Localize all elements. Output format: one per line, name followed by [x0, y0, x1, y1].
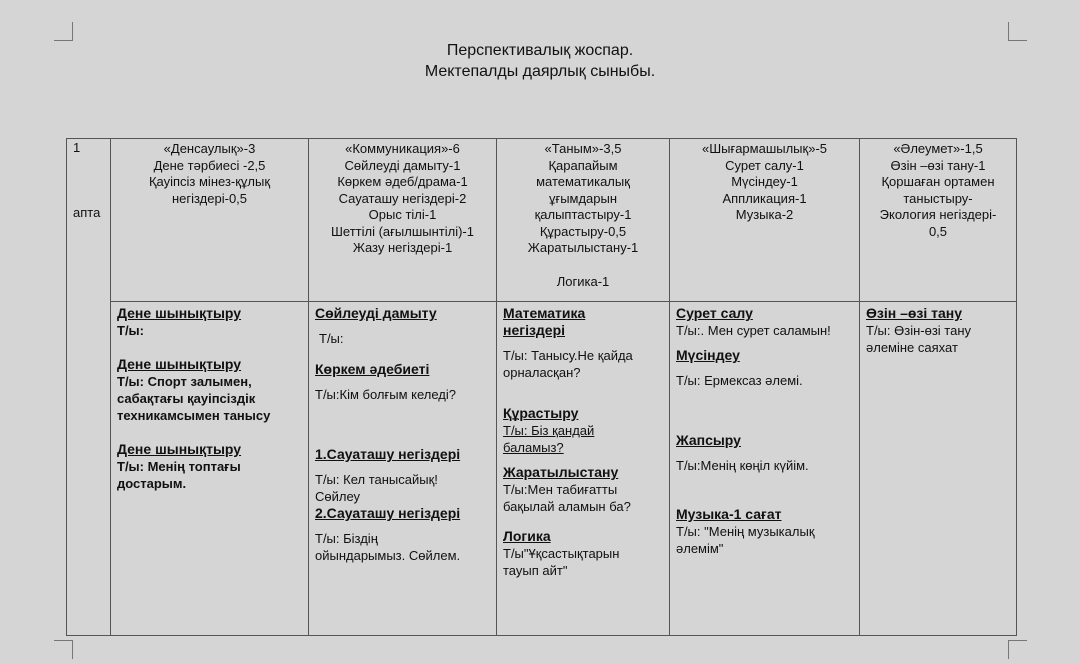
title-line-2: Мектепалды даярлық сыныбы. — [424, 63, 656, 80]
lesson-heading: Жаратылыстану — [503, 464, 619, 480]
lesson-heading: 2.Сауаташу негіздері — [315, 505, 461, 521]
lesson-cell-cognition: Математика негіздері Т/ы: Танысу.Не қайда орналасқан? Құрастыру Т/ы: Біз қандай баламыз? Жаратылыстану Т/ы:Мен табиғатты бақылай аламын ба? Логика Т/ы"Ұқсастықтарын тауып айт" — [497, 302, 670, 636]
header-cell-society: «Әлеумет»-1,5 Өзін –өзі тану-1 Қоршаған ортамен таныстыру- Экология негіздері- 0,5 — [860, 139, 1017, 302]
lesson-heading: Көркем әдебиеті — [315, 361, 430, 377]
plan-table — [66, 138, 1017, 636]
page-corner-mark — [1008, 640, 1027, 659]
lesson-heading: Логика — [503, 528, 551, 544]
lesson-heading: Дене шынықтыру — [117, 356, 242, 372]
title-line-1: Перспективалық жоспар. — [446, 42, 634, 59]
page-corner-mark — [54, 640, 73, 659]
lesson-cell-health: Дене шынықтыру Т/ы: Дене шынықтыру Т/ы: Спорт залымен, сабақтағы қауіпсіздік техникамсымен танысу Дене шынықтыру Т/ы: Менің топтағы достарым. — [111, 302, 309, 636]
lesson-cell-communication: Сөйлеуді дамыту Т/ы: Көркем әдебиеті Т/ы:Кім болғым келеді? 1.Сауаташу негіздері Т/ы: Кел танысайық! Сөйлеу 2.Сауаташу негіздері Т/ы: Біздің ойындарымыз. Сөйлем. — [309, 302, 497, 636]
header-cell-communication: «Коммуникация»-6 Сөйлеуді дамыту-1 Көркем әдеб/драма-1 Сауаташу негіздері-2 Орыс тілі-1 Шеттілі (ағылшынтілі)-1 Жазу негіздері-1 — [309, 139, 497, 302]
page-corner-mark — [54, 22, 73, 41]
header-cell-cognition: «Таным»-3,5 Қарапайым математикалық ұғымдарын қалыптастыру-1 Құрастыру-0,5 Жаратылыстану-1 Логика-1 — [497, 139, 670, 302]
lesson-heading: Жапсыру — [676, 432, 741, 448]
lesson-heading: Мүсіндеу — [676, 347, 740, 363]
page-corner-mark — [1008, 22, 1027, 41]
lesson-heading: Құрастыру — [503, 405, 579, 421]
header-cell-health: «Денсаулық»-3 Дене тәрбиесі -2,5 Қауіпсіз мінез-құлық негіздері-0,5 — [111, 139, 309, 302]
lesson-heading: Дене шынықтыру — [117, 441, 242, 457]
week-cell — [67, 139, 111, 636]
header-cell-creativity: «Шығармашылық»-5 Сурет салу-1 Мүсіндеу-1 Аппликация-1 Музыка-2 — [670, 139, 860, 302]
lesson-cell-society: Өзін –өзі тану Т/ы: Өзін-өзі тану әлеміне саяхат — [860, 302, 1017, 636]
table-row — [67, 139, 1017, 302]
lesson-heading: Математика — [503, 305, 586, 321]
lesson-heading: Сөйлеуді дамыту — [315, 305, 437, 321]
lesson-heading: Дене шынықтыру — [117, 305, 242, 321]
week-label: апта — [73, 205, 101, 220]
lesson-cell-creativity: Сурет салу Т/ы:. Мен сурет саламын! Мүсіндеу Т/ы: Ермексаз әлемі. Жапсыру Т/ы:Менің көңіл күйім. Музыка-1 сағат Т/ы: "Менің музыкалық әлемім" — [670, 302, 860, 636]
week-number: 1 — [73, 140, 81, 155]
table-row — [67, 302, 1017, 636]
lesson-heading: Музыка-1 сағат — [676, 506, 782, 522]
lesson-heading: 1.Сауаташу негіздері — [315, 446, 461, 462]
document-title — [0, 40, 1080, 82]
lesson-heading: Сурет салу — [676, 305, 753, 321]
lesson-heading: Өзін –өзі тану — [866, 305, 963, 321]
